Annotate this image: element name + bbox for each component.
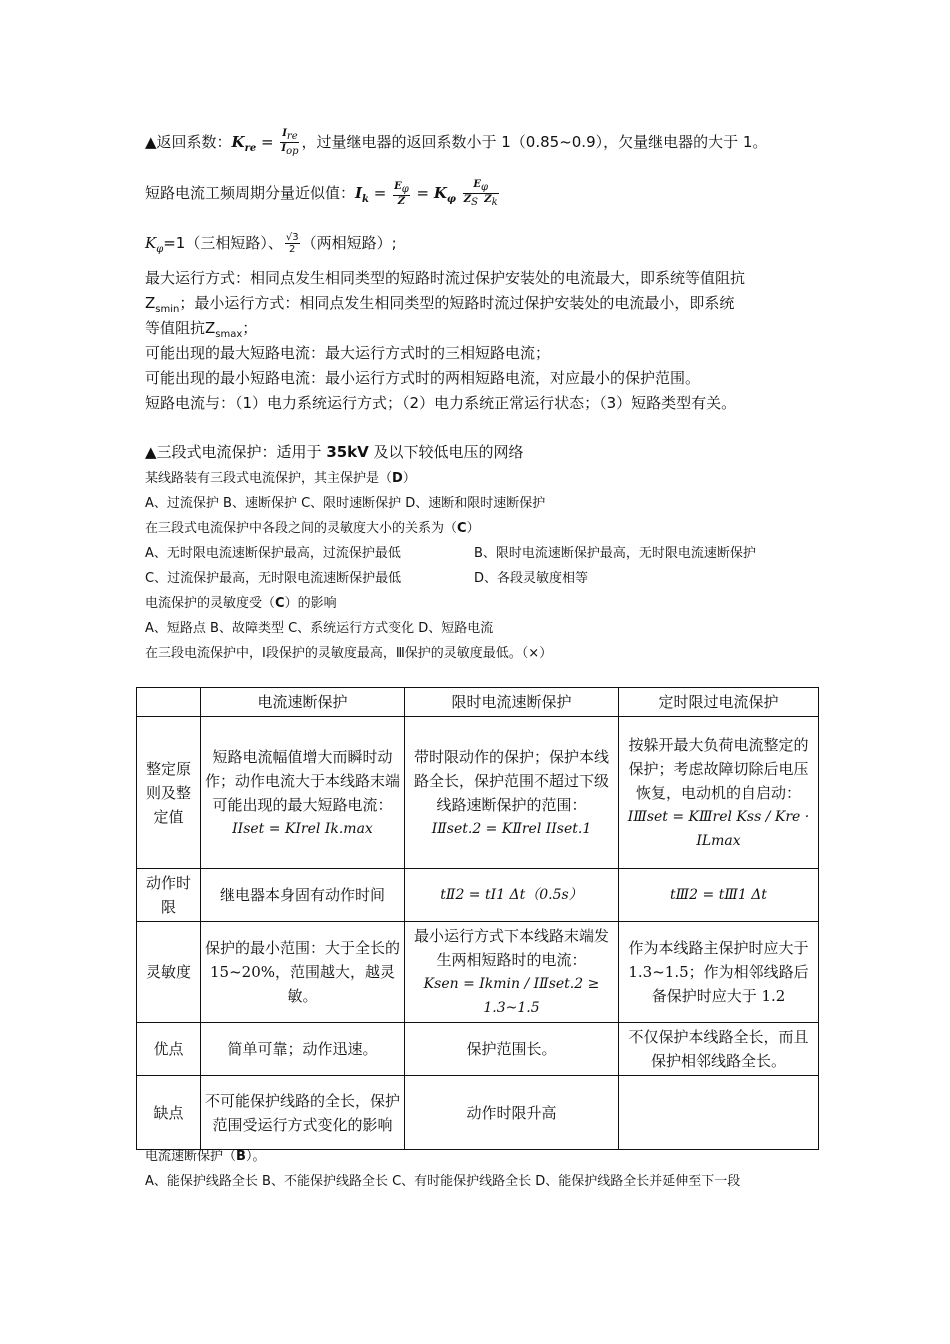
text: ▲返回系数： [145, 133, 232, 151]
text: =1（三相短路）、 [163, 234, 283, 252]
question-5 [145, 1147, 265, 1167]
table-row [137, 869, 819, 922]
symbol-I: I [355, 184, 363, 202]
symbol-Z: Z [145, 294, 156, 312]
subscript: S [471, 197, 478, 208]
fraction [280, 128, 299, 157]
table-cell: 动作时限升高 [405, 1076, 619, 1150]
row-label: 灵敏度 [137, 922, 201, 1023]
short-circuit-factors-text: 短路电流与：（1）电力系统运行方式；（2）电力系统正常运行状态；（3）短路类型有关。 [145, 394, 737, 412]
subscript: φ [401, 183, 409, 195]
table-row [137, 1076, 819, 1150]
answer: B [236, 1149, 246, 1164]
table-cell: 继电器本身固有动作时间 [201, 869, 405, 922]
formula: IⅠset = KⅠrel Ik.max [232, 820, 373, 837]
table-header: 限时电流速断保护 [405, 688, 619, 717]
three-stage-protection-table [136, 687, 819, 1150]
row-label: 缺点 [137, 1076, 201, 1150]
max-short-circuit-text: 可能出现的最大短路电流：最大运行方式时的三相短路电流； [145, 344, 551, 362]
numerator: √3 [285, 232, 299, 243]
subscript: smax [215, 329, 243, 340]
subscript: smin [155, 304, 180, 315]
text: ； [242, 319, 258, 337]
question-2-option-a: A、无时限电流速断保护最高，过流保护最低 [145, 546, 401, 561]
numerator: E [394, 180, 402, 192]
table-cell [201, 717, 405, 869]
answer: D [392, 471, 403, 486]
equals: = [261, 133, 274, 151]
text: 及以下较低电压的网络 [368, 443, 524, 461]
formula: Ksen = Ikmin / IⅡset.2 ≥ 1.3~1.5 [423, 976, 600, 1016]
table-cell [619, 1076, 819, 1150]
table-cell: 保护范围长。 [405, 1023, 619, 1076]
text: 等值阻抗 [145, 319, 206, 337]
subscript: φ [481, 182, 489, 193]
answer: C [457, 521, 467, 536]
equivalent-impedance-text [145, 318, 257, 345]
table-row [137, 717, 819, 869]
text: ）。 [245, 1149, 266, 1164]
subscript: re [286, 131, 298, 142]
text: 在三段式电流保护中各段之间的灵敏度大小的关系为（ [145, 521, 458, 536]
cell-text: 带时限动作的保护；保护本线路全长，保护范围不超过下级线路速断保护的范围： [413, 747, 609, 814]
question-5-options: A、能保护线路全长 B、不能保护线路全长 C、有时能保护线路全长 D、能保护线路全长并延伸至下一段 [145, 1174, 741, 1189]
table-cell: 简单可靠；动作迅速。 [201, 1023, 405, 1076]
table-cell: 不可能保护线路的全长，保护范围受运行方式变化的影响 [201, 1076, 405, 1150]
numerator: E [473, 179, 482, 190]
table-cell: tⅡ2 = tⅠ1 Δt（0.5s） [405, 869, 619, 922]
text: （两相短路）; [301, 234, 397, 252]
cell-text: 最小运行方式下本线路末端发生两相短路时的电流： [413, 927, 609, 969]
formula: IⅢset = KⅢrel Kss / Kre · ILmax [627, 808, 810, 849]
table-cell: 不仅保护本线路全长，而且保护相邻线路全长。 [619, 1023, 819, 1076]
fraction [393, 181, 410, 207]
row-label: 整定原则及整定值 [137, 717, 201, 869]
table-header-row [137, 688, 819, 717]
subscript: op [286, 146, 299, 157]
cell-text: 短路电流幅值增大而瞬时动作；动作电流大于本线路末端可能出现的最大短路电流： [205, 747, 401, 814]
text: ；最小运行方式：相同点发生相同类型的短路时流过保护安装处的电流最小，即系统 [179, 294, 735, 312]
max-operation-mode-text: 最大运行方式：相同点发生相同类型的短路时流过保护安装处的电流最大，即系统等值阻抗 [145, 269, 746, 287]
question-2-option-b: B、限时电流速断保护最高，无时限电流速断保护 [474, 546, 756, 561]
denominator: I [281, 143, 287, 154]
three-stage-heading [145, 442, 524, 462]
formula: IⅡset.2 = KⅡrel IⅠset.1 [431, 820, 592, 837]
question-2 [145, 519, 480, 539]
text: ▲三段式电流保护：适用于 [145, 443, 327, 461]
voltage-value: 35kV [326, 443, 369, 461]
fraction [285, 232, 300, 255]
return-coefficient-line [145, 128, 767, 159]
denominator: Z [484, 194, 492, 205]
table-cell: 作为本线路主保护时应大于 1.3~1.5；作为相邻线路后备保护时应大于 1.2 [619, 922, 819, 1023]
text: ）的影响 [284, 596, 337, 611]
table-row [137, 1023, 819, 1076]
table-cell [619, 717, 819, 869]
question-1 [145, 469, 416, 489]
table-header: 电流速断保护 [201, 688, 405, 717]
question-3-options: A、短路点 B、故障类型 C、系统运行方式变化 D、短路电流 [145, 621, 494, 636]
symbol-K: K [231, 133, 245, 151]
question-4: 在三段电流保护中，Ⅰ段保护的灵敏度最高，Ⅲ保护的灵敏度最低。（×） [145, 646, 553, 661]
text: ） [466, 521, 480, 536]
table-row [137, 922, 819, 1023]
table-header: 定时限过电流保护 [619, 688, 819, 717]
text: 电流速断保护（ [145, 1149, 237, 1164]
text: 电流保护的灵敏度受（ [145, 596, 276, 611]
answer: C [275, 596, 285, 611]
symbol-K: K [433, 184, 447, 202]
question-2-option-c: C、过流保护最高，无时限电流速断保护最低 [145, 571, 402, 586]
denominator: Z [463, 194, 472, 205]
question-3 [145, 594, 337, 614]
subscript: k [362, 194, 369, 205]
fraction [463, 179, 499, 208]
text: 短路电流工频周期分量近似值： [145, 184, 356, 202]
question-2-option-d: D、各段灵敏度相等 [474, 571, 589, 586]
table-header [137, 688, 201, 717]
subscript: k [491, 197, 498, 208]
table-cell: tⅢ2 = tⅢ1 Δt [619, 869, 819, 922]
question-1-options: A、过流保护 B、速断保护 C、限时速断保护 D、速断和限时速断保护 [145, 496, 546, 511]
k-phi-line [145, 232, 397, 260]
min-operation-mode-text [145, 293, 734, 320]
cell-text: 按躲开最大负荷电流整定的保护；考虑故障切除后电压恢复，电动机的自启动： [628, 735, 809, 802]
table-cell [405, 922, 619, 1023]
text: ，过量继电器的返回系数小于 1（0.85~0.9），欠量继电器的大于 1。 [301, 133, 768, 151]
text: ） [402, 471, 416, 486]
symbol-K: K [145, 234, 157, 252]
text: 某线路装有三段式电流保护，其主保护是（ [145, 471, 393, 486]
denominator: 2 [289, 244, 296, 255]
subscript: φ [446, 194, 456, 205]
row-label: 动作时限 [137, 869, 201, 922]
denominator: Z [397, 195, 406, 207]
min-short-circuit-text: 可能出现的最小短路电流：最小运行方式时的两相短路电流，对应最小的保护范围。 [145, 369, 701, 387]
subscript: φ [156, 244, 164, 255]
short-circuit-current-line: 短路电流工频周期分量近似值：$I_k$ = $\frac{E_\varphi}{Z}$ = $K_\varphi$ $\frac{E_\varphi}{Z_S Z_k}$ [145, 179, 498, 208]
table-cell [405, 717, 619, 869]
subscript: re [244, 143, 257, 154]
row-label: 优点 [137, 1023, 201, 1076]
table-cell: 保护的最小范围：大于全长的 15~20%，范围越大，越灵敏。 [201, 922, 405, 1023]
numerator: I [282, 128, 287, 139]
symbol-Z: Z [205, 319, 216, 337]
